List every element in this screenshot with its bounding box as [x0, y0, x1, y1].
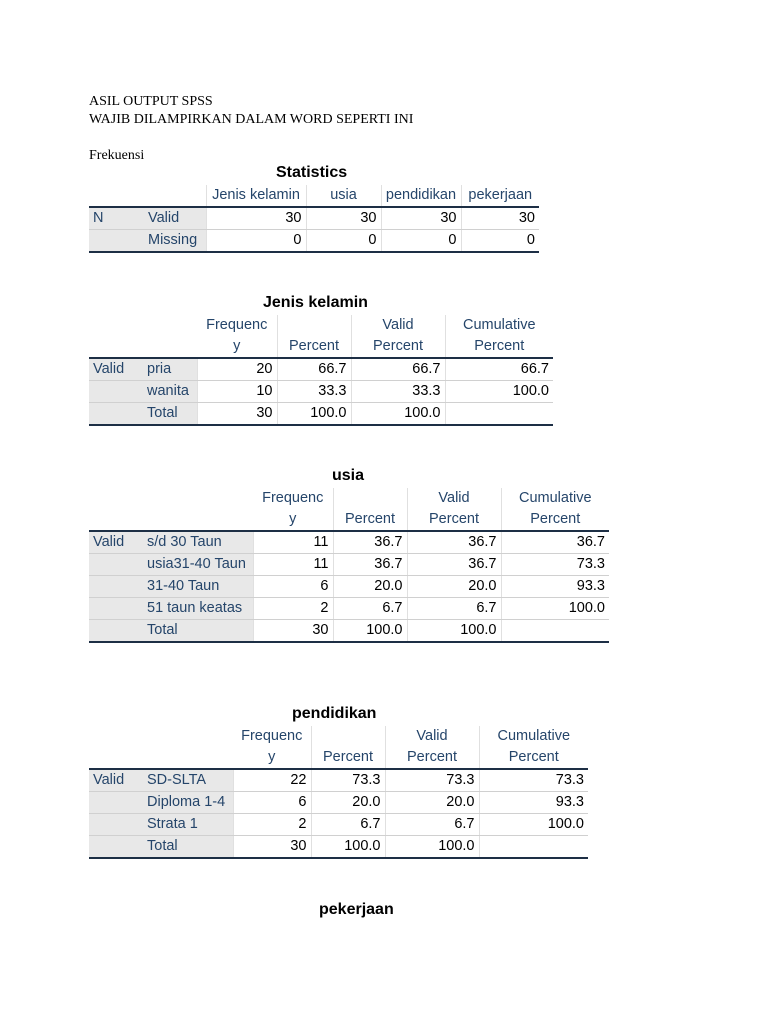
table-row	[89, 598, 609, 620]
row-label: SD-SLTA	[143, 769, 233, 792]
table-row	[89, 620, 609, 643]
cell-value: 0	[461, 230, 539, 253]
table-header-row	[89, 726, 588, 769]
column-header: Frequenc y	[241, 728, 303, 765]
column-header: Valid Percent	[351, 315, 445, 358]
column-header: pendidikan	[381, 185, 461, 207]
cell-value: 0	[381, 230, 461, 253]
cell-frequency: 30	[233, 836, 311, 859]
table-header-row	[89, 488, 609, 531]
row-label: Missing	[144, 230, 206, 253]
row-label: 51 taun keatas	[143, 598, 253, 620]
statistics-title: Statistics	[276, 164, 348, 181]
row-label: Valid	[144, 207, 206, 230]
table-row	[89, 230, 539, 253]
cell-percent: 6.7	[333, 598, 407, 620]
column-header: Percent	[277, 315, 351, 358]
cell-percent: 20.0	[333, 576, 407, 598]
jenis-kelamin-title: Jenis kelamin	[263, 294, 368, 311]
column-header: Percent	[333, 488, 407, 531]
cell-frequency: 22	[233, 769, 311, 792]
cell-cumulative-percent	[445, 403, 553, 426]
table-row	[89, 358, 553, 381]
table-row	[89, 836, 588, 859]
column-header: Valid Percent	[407, 488, 501, 531]
cell-frequency: 11	[253, 531, 333, 554]
row-label: Strata 1	[143, 814, 233, 836]
row-label: s/d 30 Taun	[143, 531, 253, 554]
cell-valid-percent: 73.3	[385, 769, 479, 792]
cell-frequency: 30	[197, 403, 277, 426]
cell-value: 30	[206, 207, 306, 230]
table-row	[89, 769, 588, 792]
cell-cumulative-percent: 93.3	[479, 792, 588, 814]
row-label: Diploma 1-4	[143, 792, 233, 814]
cell-valid-percent: 100.0	[351, 403, 445, 426]
cell-percent: 36.7	[333, 531, 407, 554]
table-row	[89, 576, 609, 598]
jenis-kelamin-table	[89, 315, 553, 426]
group-label: Valid	[89, 358, 143, 381]
column-header: Valid Percent	[385, 726, 479, 769]
row-label: Total	[143, 620, 253, 643]
row-label: Total	[143, 403, 197, 426]
pekerjaan-title: pekerjaan	[319, 901, 394, 918]
cell-cumulative-percent: 73.3	[479, 769, 588, 792]
cell-percent: 100.0	[333, 620, 407, 643]
cell-percent: 33.3	[277, 381, 351, 403]
cell-percent: 100.0	[277, 403, 351, 426]
row-label: usia31-40 Taun	[143, 554, 253, 576]
column-header: Cumulative Percent	[445, 315, 553, 358]
cell-valid-percent: 20.0	[407, 576, 501, 598]
table-header-row	[89, 315, 553, 358]
cell-valid-percent: 100.0	[407, 620, 501, 643]
cell-frequency: 10	[197, 381, 277, 403]
cell-cumulative-percent	[479, 836, 588, 859]
cell-cumulative-percent: 73.3	[501, 554, 609, 576]
cell-cumulative-percent: 36.7	[501, 531, 609, 554]
pendidikan-title: pendidikan	[292, 705, 377, 722]
cell-percent: 73.3	[311, 769, 385, 792]
row-label: Total	[143, 836, 233, 859]
cell-frequency: 6	[253, 576, 333, 598]
intro-line-3: Frekuensi	[89, 148, 145, 163]
cell-valid-percent: 20.0	[385, 792, 479, 814]
cell-valid-percent: 6.7	[407, 598, 501, 620]
column-header: Percent	[311, 726, 385, 769]
cell-frequency: 2	[253, 598, 333, 620]
usia-title: usia	[332, 467, 365, 484]
column-header: Frequenc y	[262, 490, 324, 527]
cell-cumulative-percent: 100.0	[445, 381, 553, 403]
cell-cumulative-percent: 100.0	[479, 814, 588, 836]
intro-line-2: WAJIB DILAMPIRKAN DALAM WORD SEPERTI INI	[89, 112, 414, 127]
table-row	[89, 531, 609, 554]
table-header-row	[89, 185, 539, 207]
cell-valid-percent: 36.7	[407, 531, 501, 554]
cell-valid-percent: 66.7	[351, 358, 445, 381]
column-header: pekerjaan	[461, 185, 539, 207]
column-header: Cumulative Percent	[479, 726, 588, 769]
cell-frequency: 20	[197, 358, 277, 381]
column-header: Cumulative Percent	[501, 488, 609, 531]
cell-cumulative-percent	[501, 620, 609, 643]
table-row	[89, 381, 553, 403]
cell-valid-percent: 100.0	[385, 836, 479, 859]
row-label: 31-40 Taun	[143, 576, 253, 598]
group-label: N	[89, 207, 144, 230]
cell-value: 0	[306, 230, 381, 253]
column-header: Jenis kelamin	[206, 185, 306, 207]
row-label: pria	[143, 358, 197, 381]
cell-valid-percent: 6.7	[385, 814, 479, 836]
row-label: wanita	[143, 381, 197, 403]
cell-cumulative-percent: 93.3	[501, 576, 609, 598]
cell-frequency: 11	[253, 554, 333, 576]
table-row	[89, 207, 539, 230]
cell-frequency: 6	[233, 792, 311, 814]
cell-percent: 100.0	[311, 836, 385, 859]
cell-percent: 36.7	[333, 554, 407, 576]
statistics-table	[89, 185, 539, 253]
column-header: usia	[306, 185, 381, 207]
pendidikan-table	[89, 726, 588, 859]
intro-line-1: ASIL OUTPUT SPSS	[89, 94, 213, 109]
cell-frequency: 2	[233, 814, 311, 836]
cell-valid-percent: 36.7	[407, 554, 501, 576]
table-row	[89, 792, 588, 814]
group-label: Valid	[89, 769, 143, 792]
cell-valid-percent: 33.3	[351, 381, 445, 403]
cell-value: 30	[461, 207, 539, 230]
table-row	[89, 554, 609, 576]
cell-frequency: 30	[253, 620, 333, 643]
cell-percent: 66.7	[277, 358, 351, 381]
table-row	[89, 814, 588, 836]
column-header: Frequenc y	[206, 317, 268, 354]
cell-percent: 20.0	[311, 792, 385, 814]
group-label: Valid	[89, 531, 143, 554]
cell-value: 0	[206, 230, 306, 253]
table-row	[89, 403, 553, 426]
cell-value: 30	[381, 207, 461, 230]
usia-table	[89, 488, 609, 643]
cell-percent: 6.7	[311, 814, 385, 836]
cell-value: 30	[306, 207, 381, 230]
cell-cumulative-percent: 66.7	[445, 358, 553, 381]
cell-cumulative-percent: 100.0	[501, 598, 609, 620]
